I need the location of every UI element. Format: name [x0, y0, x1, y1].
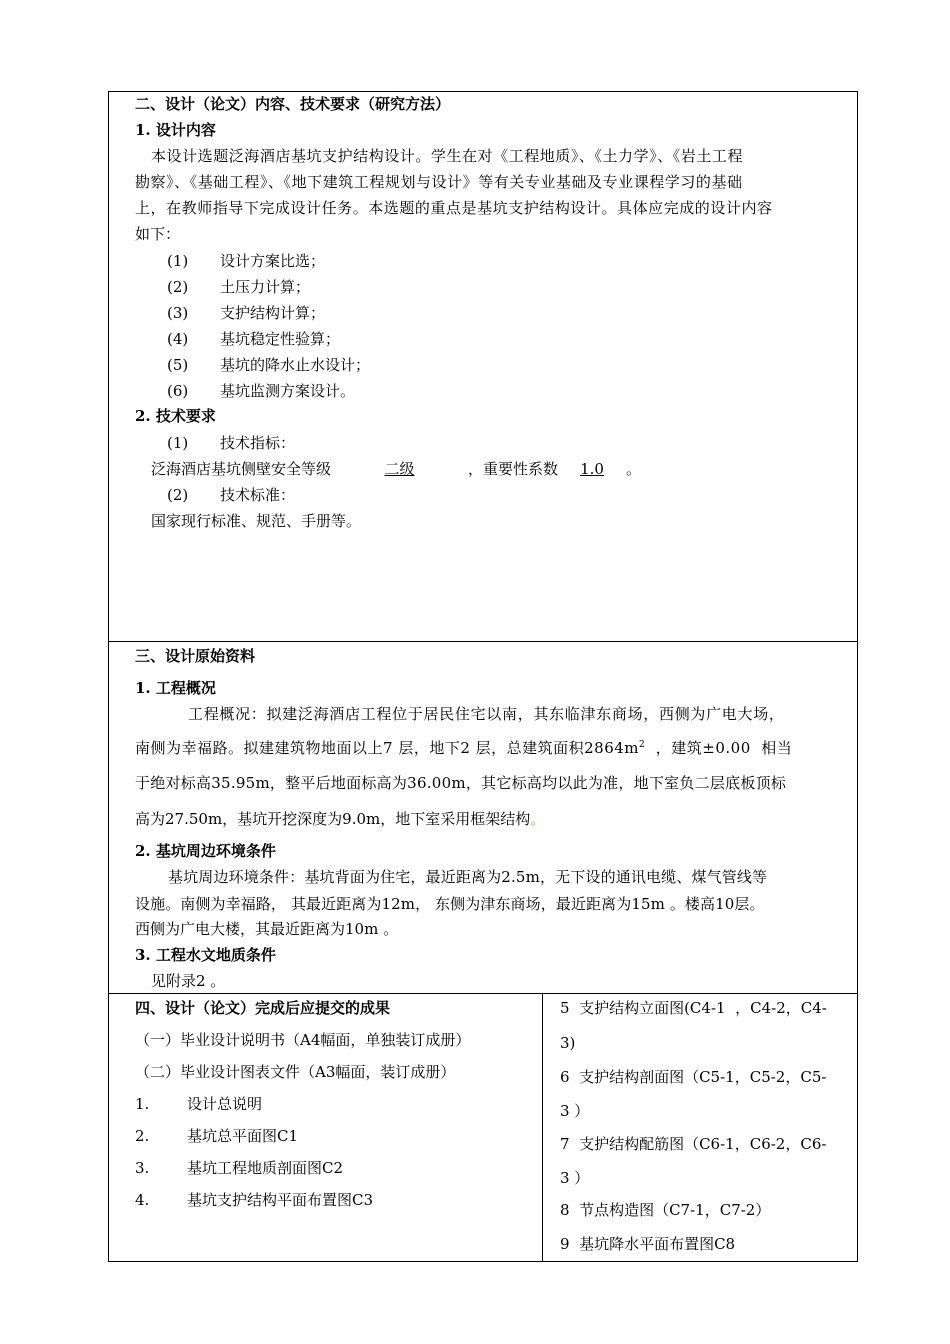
deliverable-drawing: 3): [560, 1034, 576, 1052]
safety-grade-value: 二级: [384, 460, 415, 478]
section-heading: 二、设计（论文）内容、技术要求（研究方法）: [135, 95, 451, 113]
list-item-text: 基坑稳定性验算；: [220, 330, 341, 348]
subheading: 3. 工程水文地质条件: [135, 946, 276, 964]
list-item-number: (1): [167, 252, 189, 270]
list-item-text: 基坑工程地质剖面图C2: [187, 1159, 344, 1177]
list-item-number: (3): [167, 304, 189, 322]
paragraph-text: 高为27.50m，基坑开挖深度为9.0m，地下室采用框架结构: [135, 810, 531, 828]
paragraph-line: 见附录2 。: [151, 972, 226, 990]
paragraph-line: 勘察》、《基础工程》、《地下建筑工程规划与设计》等有关专业基础及专业课程学习的基础: [135, 173, 743, 191]
safety-grade-line: [151, 462, 641, 477]
list-item-number: (1): [167, 434, 189, 452]
list-item-number: 4.: [135, 1191, 150, 1209]
deliverable-drawing: 6 支护结构剖面图（C5-1，C5-2，C5-: [560, 1068, 827, 1086]
deliverable-drawing: 3 ）: [560, 1102, 590, 1120]
paragraph-line: 工程概况：拟建泛海酒店工程位于居民住宅以南，其东临津东商场，西侧为广电大场，: [188, 705, 785, 723]
list-item-number: (6): [167, 382, 189, 400]
paragraph-line: 于绝对标高35.95m，整平后地面标高为36.00m，其它标高均以此为准，地下室负二层底板顶标: [135, 774, 787, 792]
list-item-number: (5): [167, 356, 189, 374]
list-item-text: 基坑监测方案设计。: [220, 382, 356, 400]
list-item-number: (2): [167, 486, 189, 504]
deliverable-drawing: 9 基坑降水平面布置图C8: [560, 1235, 736, 1253]
list-item-text: 技术标准：: [220, 486, 296, 504]
deliverable-drawing: 7 支护结构配筋图（C6-1，C6-2，C6-: [560, 1135, 827, 1153]
paragraph-text: 南侧为幸福路。拟建建筑物地面以上7 层，地下2 层，总建筑面积2864m: [135, 739, 640, 757]
paragraph-line: 本设计选题泛海酒店基坑支护结构设计。学生在对《工程地质》、《土力学》、《岩土工程: [151, 147, 744, 165]
safety-grade-label: 泛海酒店基坑侧壁安全等级: [151, 460, 332, 478]
list-item-text: 支护结构计算；: [220, 304, 326, 322]
sentence-end: 。: [626, 460, 642, 478]
list-item-text: 基坑总平面图C1: [187, 1127, 299, 1145]
list-item-text: 设计总说明: [187, 1095, 263, 1113]
list-item-text: 设计方案比选；: [220, 252, 326, 270]
paragraph-text: ，建筑±0.00 相当: [645, 739, 793, 757]
paragraph-line: [135, 812, 545, 827]
importance-coef-label: ，重要性系数: [468, 460, 559, 478]
paragraph-line: 西侧为广电大楼，其最近距离为10m 。: [135, 920, 399, 938]
paragraph-line: 基坑周边环境条件：基坑背面为住宅，最近距离为2.5m，无下设的通讯电缆、煤气管线等: [168, 868, 768, 886]
list-item-number: (2): [167, 278, 189, 296]
list-item-number: 1.: [135, 1095, 150, 1113]
subheading: 2. 基坑周边环境条件: [135, 842, 276, 860]
list-item-text: 基坑的降水止水设计；: [220, 356, 371, 374]
subheading: 1. 工程概况: [135, 679, 216, 697]
deliverable-doc: （二）毕业设计图表文件（A3幅面，装订成册）: [135, 1063, 456, 1081]
list-item-text: 技术指标：: [220, 434, 296, 452]
section-divider: [108, 993, 858, 994]
sentence-end: 。: [530, 810, 546, 828]
list-item-number: 3.: [135, 1159, 150, 1177]
deliverable-drawing: 5 支护结构立面图(C4-1 ，C4-2，C4-: [560, 999, 827, 1017]
deliverable-drawing: 8 节点构造图（C7-1，C7-2）: [560, 1201, 771, 1219]
deliverable-drawing: 3 ）: [560, 1169, 590, 1187]
column-divider: [542, 993, 543, 1262]
paragraph-line: 国家现行标准、规范、手册等。: [151, 512, 362, 530]
list-item-text: 基坑支护结构平面布置图C3: [187, 1191, 374, 1209]
subheading: 1. 设计内容: [135, 121, 216, 139]
section-heading: 四、设计（论文）完成后应提交的成果: [135, 999, 391, 1017]
subheading: 2. 技术要求: [135, 407, 216, 425]
section-divider: [108, 641, 858, 642]
list-item-number: (4): [167, 330, 189, 348]
paragraph-line: 设施。南侧为幸福路， 其最近距离为12m， 东侧为津东商场，最近距离为15m 。楼高10层。: [135, 895, 765, 913]
paragraph-line: 如下：: [135, 225, 181, 243]
section-heading: 三、设计原始资料: [135, 647, 256, 665]
paragraph-line: [135, 741, 792, 756]
deliverable-doc: （一）毕业设计说明书（A4幅面，单独装订成册）: [135, 1031, 471, 1049]
list-item-number: 2.: [135, 1127, 150, 1145]
list-item-text: 土压力计算；: [220, 278, 311, 296]
importance-coef-value: 1.0: [580, 460, 604, 478]
superscript: 2: [639, 740, 646, 750]
paragraph-line: 上，在教师指导下完成设计任务。本选题的重点是基坑支护结构设计。具体应完成的设计内容: [135, 199, 773, 217]
